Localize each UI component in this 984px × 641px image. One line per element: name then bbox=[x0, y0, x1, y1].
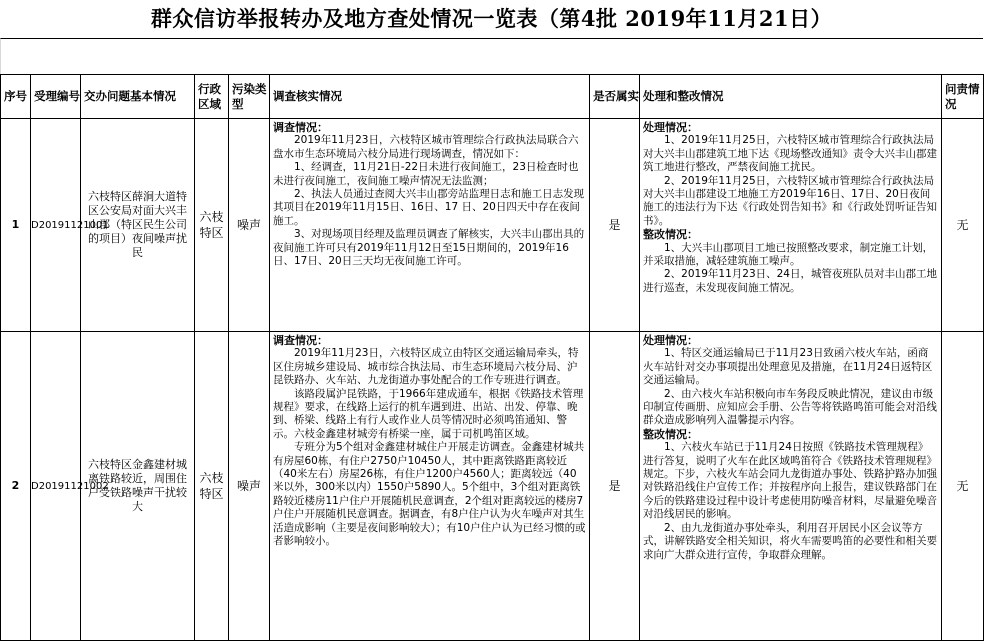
header-seq: 序号 bbox=[1, 75, 31, 119]
row-verified: 是 bbox=[590, 332, 640, 641]
rectification-heading: 整改情况： bbox=[643, 228, 698, 242]
rectification-paragraph: 1、六枝火车站已于11月24日按照《铁路技术管理规程》进行答复，说明了火车在此区域鸣笛符合《铁路技术管理规程》规定。下步，六枝火车站会同九龙街道办事处、铁路护路办加强对铁路沿线住户宣传工作；并按程序向上报告，建议铁路部门在今后的铁路建设过程中设计考虑使用防噪音材料，尽量避免噪音对沿线居民的影响。 bbox=[643, 441, 937, 521]
page-title: 群众信访举报转办及地方查处情况一览表（第4批 2019年11月21日） bbox=[150, 6, 833, 31]
investigation-paragraph: 3、对现场项目经理及监理员调查了解核实，大兴丰山郡出具的夜间施工许可只有2019年11月12日至15日期间的，2019年16日、17日、20日三天均无夜间施工许可。 bbox=[273, 228, 585, 268]
investigation-heading: 调查情况： bbox=[273, 121, 328, 134]
row-verified: 是 bbox=[590, 119, 640, 332]
investigation-paragraph: 2、执法人员通过查阅大兴丰山郡旁站监理日志和施工日志发现其项目在2019年11月15日、16日、17 日、20日四天中存在夜间施工。 bbox=[273, 188, 585, 227]
row-case-id: D20191121001 bbox=[31, 119, 81, 332]
title-gap bbox=[0, 38, 983, 74]
header-accountability: 问责情况 bbox=[942, 75, 984, 119]
row-seq: 2 bbox=[1, 332, 31, 641]
table-row bbox=[1, 119, 984, 332]
rectification-paragraph: 1、大兴丰山郡项目工地已按照整改要求，制定施工计划，并采取措施，减轻建筑施工噪声。 bbox=[643, 241, 934, 268]
header-summary: 交办问题基本情况 bbox=[81, 75, 195, 119]
row-investigation bbox=[270, 332, 590, 641]
row-pollution-type: 噪声 bbox=[229, 119, 270, 332]
table-row bbox=[1, 332, 984, 641]
rectification-heading: 整改情况： bbox=[643, 427, 698, 441]
row-accountability: 无 bbox=[942, 119, 984, 332]
row-handling bbox=[640, 119, 942, 332]
investigation-paragraph: 2019年11月23日，六枝特区城市管理综合行政执法局联合六盘水市生态环境局六枝分局进行现场调查，情况如下： bbox=[273, 134, 579, 160]
row-case-id: D20191121002 bbox=[31, 332, 81, 641]
row-accountability: 无 bbox=[942, 332, 984, 641]
header-handling: 处理和整改情况 bbox=[640, 75, 942, 119]
row-pollution-type: 噪声 bbox=[229, 332, 270, 641]
header-investigation: 调查核实情况 bbox=[270, 75, 590, 119]
row-seq: 1 bbox=[1, 119, 31, 332]
rectification-paragraph: 2、2019年11月23日、24日，城管夜班队员对丰山郡工地进行巡查，未发现夜间施工情况。 bbox=[643, 268, 937, 294]
header-verified: 是否属实 bbox=[590, 75, 640, 119]
header-row bbox=[1, 75, 984, 119]
row-summary: 六枝特区金鑫建材城离铁路较近，周围住户受铁路噪声干扰较大 bbox=[81, 332, 195, 641]
investigation-paragraph: 1、经调查，11月21日-22日未进行夜间施工，23日检查时也未进行夜间施工，夜间施工噪声情况无法监测； bbox=[273, 161, 579, 187]
header-case-id: 受理编号 bbox=[31, 75, 81, 119]
handling-heading: 处理情况： bbox=[643, 334, 698, 347]
row-summary: 六枝特区薛涧大道特区公安局对面大兴丰山郡（特区民生公司的项目）夜间噪声扰民 bbox=[81, 119, 195, 332]
header-district: 行政区域 bbox=[195, 75, 229, 119]
investigation-heading: 调查情况： bbox=[273, 334, 328, 347]
row-handling bbox=[640, 332, 942, 641]
row-district: 六枝特区 bbox=[195, 332, 229, 641]
handling-heading: 处理情况： bbox=[643, 121, 698, 134]
handling-paragraph: 1、2019年11月25日，六枝特区城市管理综合行政执法局对大兴丰山郡建筑工地下达《现场整改通知》责令大兴丰山郡建筑工地进行整改，严禁夜间施工扰民。 bbox=[643, 134, 937, 174]
investigation-paragraph: 该路段属沪昆铁路，于1966年建成通车，根据《铁路技术管理规程》要求，在线路上运行的机车遇到进、出站、出发、停靠、晚到、桥梁、线路上有行人或作业人员等情况时必须鸣笛通知、警示。六枝金鑫建材城旁有桥梁一座，属于司机鸣笛区域。 bbox=[273, 387, 584, 440]
handling-paragraph: 2、由六枝火车站积极向市车务段反映此情况，建议由市级印制宣传画册、应知应会手册、公告等将铁路鸣笛可能会对沿线群众造成影响列入温馨提示内容。 bbox=[643, 387, 937, 427]
rectification-paragraph: 2、由九龙街道办事处牵头，利用召开居民小区会议等方式，讲解铁路安全相关知识，将火车需要鸣笛的必要性和相关要求向广大群众进行宣传，争取群众理解。 bbox=[643, 521, 937, 561]
handling-paragraph: 1、特区交通运输局已于11月23日致函六枝火车站，函商火车站针对交办事项提出处理意见及措施，在11月24日返特区交通运输局。 bbox=[643, 347, 933, 387]
header-pollution-type: 污染类型 bbox=[229, 75, 270, 119]
handling-paragraph: 2、2019年11月25日，六枝特区城市管理综合行政执法局对大兴丰山郡建设工地施工方2019年16日、17日、20日夜间施工的违法行为下达《行政处罚告知书》和《行政处罚听证告知书》。 bbox=[643, 174, 937, 227]
investigation-paragraph: 专班分为5个组对金鑫建材城住户开展走访调查。金鑫建材城共有房屋60栋，有住户2750户10450人，其中距离铁路距离较近（40米左右）房屋26栋，有住户1200户4560人；距离较远（40米以外，300米以内）1550户5890人。5个组中，3个组对距离铁路较近楼房11户住户开展随机民意调查，2个组对距离较远的楼房7户住户开展随机民意调查。据调查，有8户住户认为火车噪声对其生活造成影响（主要是夜间影响较大）；有10户住户认为已经习惯的或者影响较小。 bbox=[273, 441, 586, 548]
petition-table bbox=[0, 74, 984, 641]
row-investigation bbox=[270, 119, 590, 332]
row-district: 六枝特区 bbox=[195, 119, 229, 332]
investigation-paragraph: 2019年11月23日，六枝特区成立由特区交通运输局牵头，特区住房城乡建设局、城市综合执法局、市生态环境局六枝分局、沪昆铁路办、火车站、九龙街道办事处配合的工作专班进行调查。 bbox=[273, 347, 579, 387]
